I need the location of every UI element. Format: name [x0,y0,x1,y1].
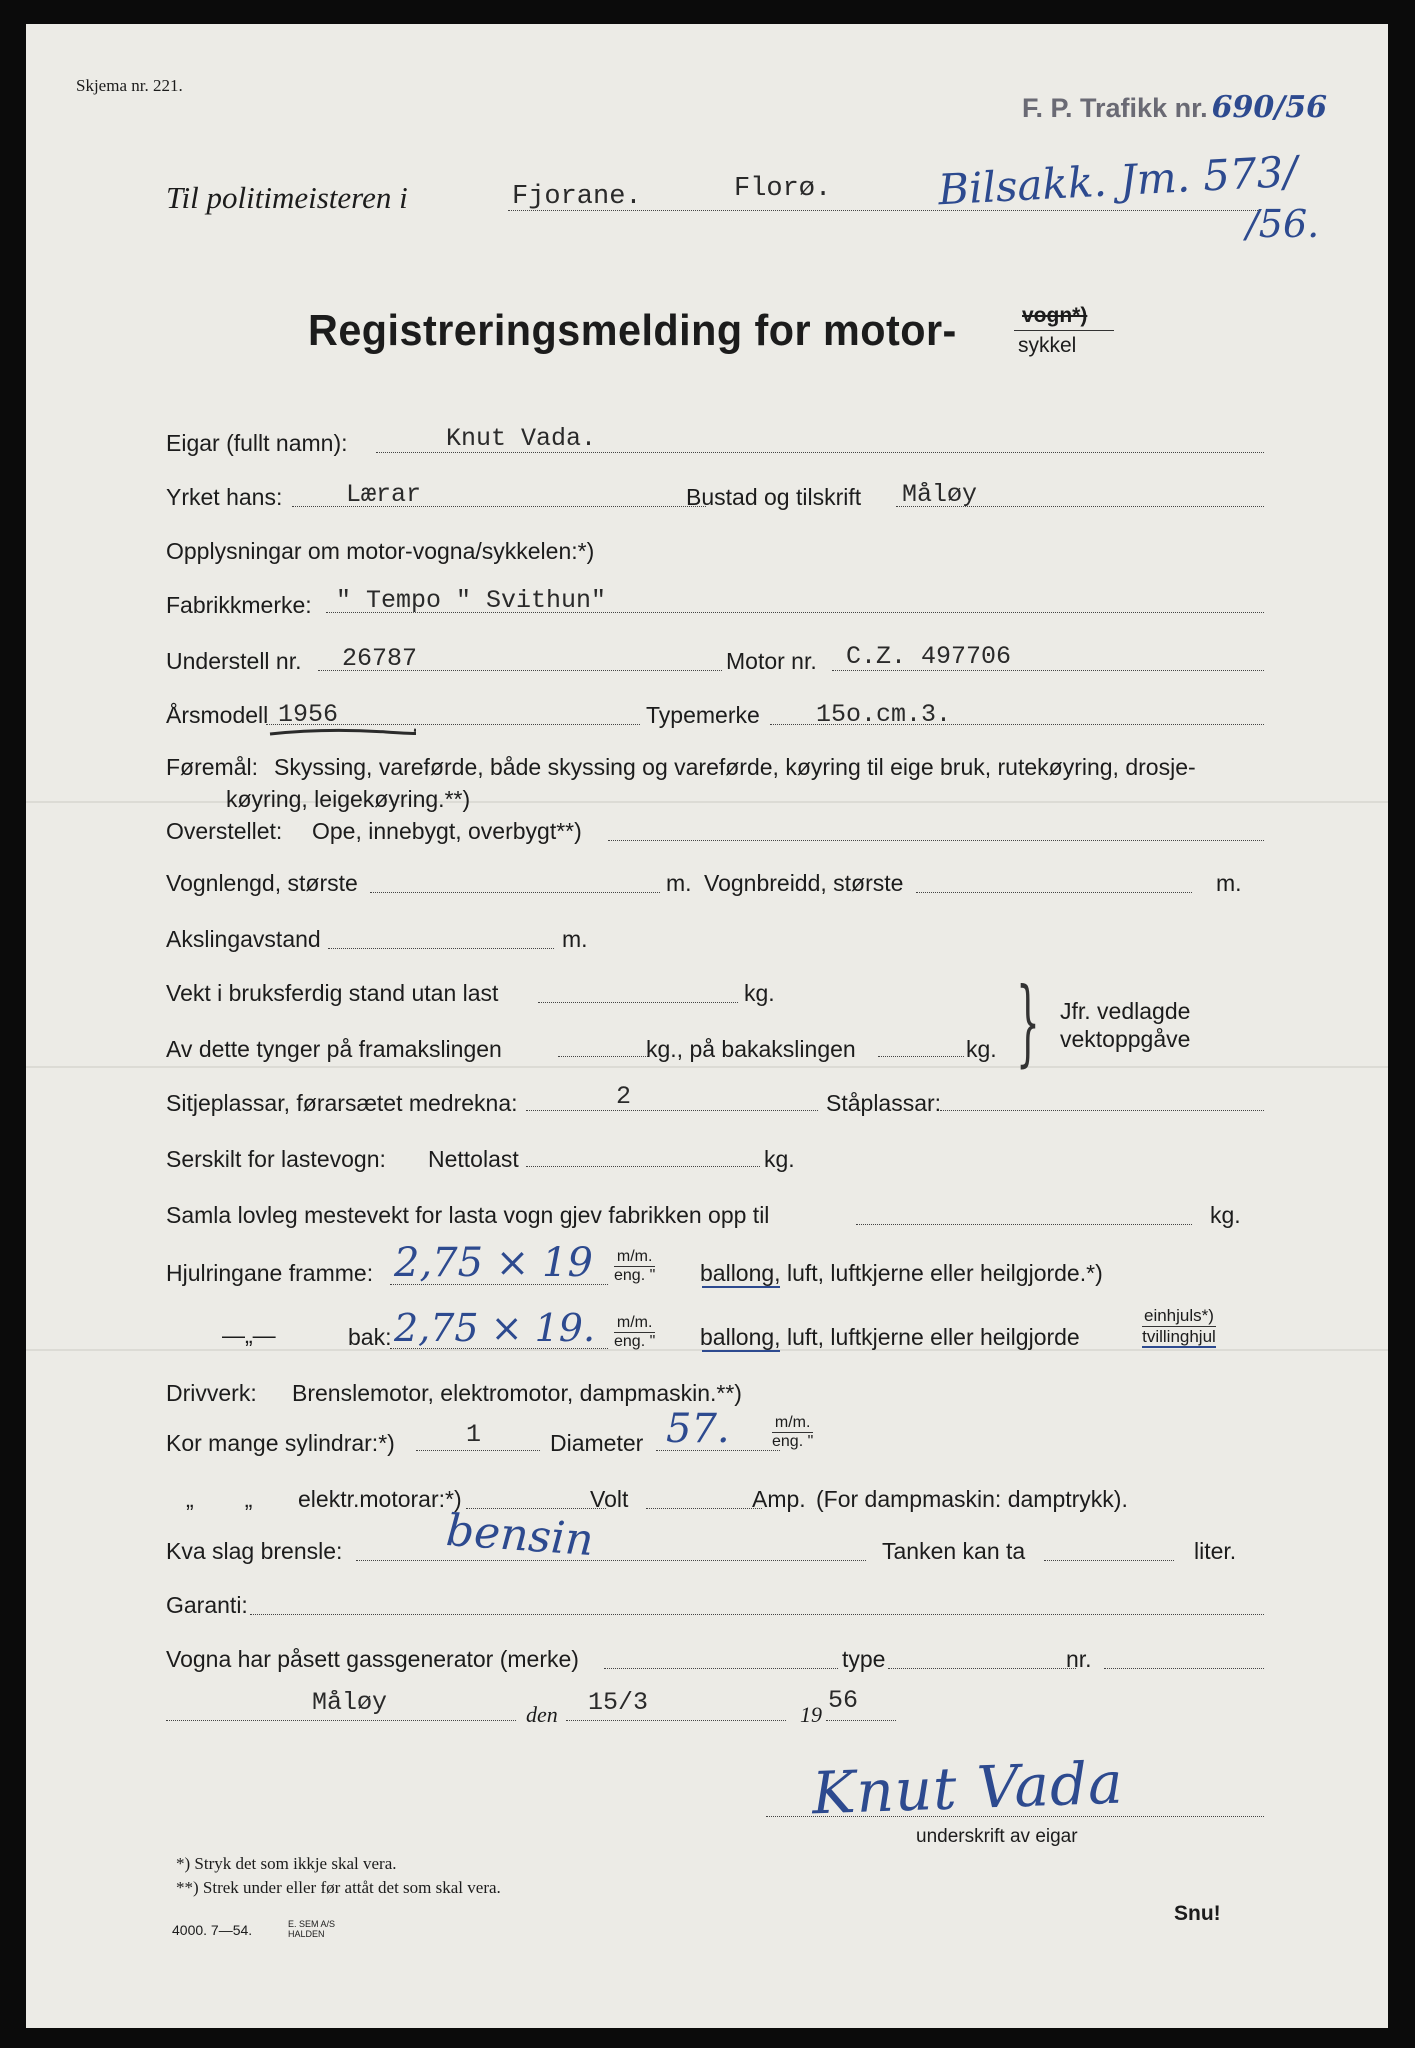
wheel-twin: tvillinghjul [1142,1326,1216,1346]
year-underline-mark [266,724,416,744]
unit-eng: eng. " [614,1333,656,1351]
gas-type-label: type [842,1646,886,1672]
length-unit: m. [666,870,692,896]
gas-generator-label: Vogna har påsett gassgenerator (merke) [166,1646,579,1672]
max-weight-unit: kg. [1210,1202,1241,1228]
year-value: 1956 [278,700,339,729]
addressee-place: Florø. [734,174,832,204]
title-struck-option: vogn*) [1022,304,1088,327]
form-title: Registreringsmelding for motor- [308,306,957,355]
addressee-label: Til politimeisteren i [166,180,408,215]
cargo-unit: kg. [764,1146,795,1172]
cargo-label: Serskilt for lastevogn: [166,1146,386,1172]
drive-options: Brenslemotor, elektromotor, dampmaskin.**) [292,1380,742,1406]
purpose-options: Skyssing, vareførde, både skyssing og vareførde, køyring til eige bruk, rutekøyring, drosje- [274,754,1196,780]
form-number: Skjema nr. 221. [76,76,183,95]
diameter-label: Diameter [550,1430,644,1456]
weight-label: Vekt i bruksferdig stand utan last [166,980,499,1006]
unit-mm: m/m. [614,1248,655,1267]
max-weight-label: Samla lovleg mestevekt for lasta vogn gjev fabrikken opp til [166,1202,770,1228]
residence-value: Måløy [902,480,978,509]
seats-value: 2 [616,1082,632,1111]
gas-nr-label: nr. [1066,1646,1092,1672]
rear-tyre-options: ballong, luft, luftkjerne eller heilgjorde [700,1324,1080,1350]
year-suffix: 56 [828,1686,859,1715]
owner-value: Knut Vada. [446,424,597,453]
volt-label: Volt [590,1486,629,1512]
wheel-single: einhjuls*) [1144,1306,1214,1325]
signing-date: 15/3 [588,1688,649,1717]
occupation-value: Lærar [346,480,422,509]
tank-label: Tanken kan ta [882,1538,1026,1564]
axle-load-mid: kg., på bakakslingen [646,1036,856,1062]
rear-wheels-label: bak: [348,1324,392,1350]
unit-mm: m/m. [772,1414,813,1433]
length-label: Vognlengd, største [166,870,358,896]
footnote-1: *) Stryk det som ikkje skal vera. [176,1854,397,1873]
rear-wheels-unit [614,1314,655,1352]
make-value: " Tempo " Svithun" [336,586,607,615]
body-label: Overstellet: [166,818,283,844]
owner-signature: Knut Vada [810,1748,1125,1828]
cylinders-value: 1 [466,1420,482,1449]
body-options: Ope, innebygt, overbygt**) [312,818,582,844]
printer-city: HALDEN [288,1929,325,1939]
front-wheels-value: 2,75 × 19 [394,1240,593,1286]
occupation-label: Yrket hans: [166,484,283,510]
seats-label: Sitjeplassar, førarsætet medrekna: [166,1090,518,1116]
ballong-underline-mark [702,1286,780,1288]
width-unit: m. [1216,870,1242,896]
print-code: 4000. 7—54. [172,1922,253,1938]
journal-note-year: /56. [1246,202,1320,246]
wheel-config [1142,1306,1216,1346]
tank-unit: liter. [1194,1538,1237,1564]
residence-label: Bustad og tilskrift [686,484,862,510]
unit-eng: eng. " [614,1267,656,1285]
type-value: 15o.cm.3. [816,700,952,729]
chassis-value: 26787 [342,644,418,673]
front-wheels-label: Hjulringane framme: [166,1260,374,1286]
axle-load-label: Av dette tynger på framakslingen [166,1036,502,1062]
cargo-sub-label: Nettolast [428,1146,519,1172]
journal-note: Bilsakk. Jm. 573/ [936,146,1299,215]
traffic-stamp [1022,90,1327,125]
date-den-label: den [526,1702,558,1727]
diameter-unit [772,1414,813,1452]
engine-label: Motor nr. [726,648,817,674]
axle-unit: m. [562,926,588,952]
width-label: Vognbreidd, største [704,870,904,896]
type-label: Typemerke [646,702,760,728]
rear-wheels-value: 2,75 × 19. [394,1306,596,1350]
make-label: Fabrikkmerke: [166,592,312,618]
unit-mm: m/m. [614,1314,655,1333]
weight-brace: } [1015,968,1040,1077]
diameter-value: 57. [666,1406,730,1452]
addressee-district: Fjorane. [512,182,642,212]
footnote-2: **) Strek under eller før attåt det som skal vera. [176,1878,501,1897]
purpose-options-cont: køyring, leigekøyring.**) [226,786,471,812]
printer-name: E. SEM A/S [288,1919,336,1929]
standing-label: Ståplassar: [826,1090,942,1116]
weight-note-2: vektoppgåve [1060,1026,1191,1052]
front-tyre-options: ballong, luft, luftkjerne eller heilgjorde.*) [700,1260,1103,1286]
steam-note: (For dampmaskin: damptrykk). [816,1486,1128,1512]
front-wheels-unit [614,1248,655,1286]
fuel-value: bensin [444,1504,596,1567]
amp-label: Amp. [752,1486,806,1512]
year-prefix: 19 [800,1702,822,1727]
title-kept-option: sykkel [1018,334,1077,357]
ditto-marks: „ „ [186,1486,253,1512]
drive-label: Drivverk: [166,1380,257,1406]
engine-value: C.Z. 497706 [846,642,1012,671]
owner-label: Eigar (fullt namn): [166,430,348,456]
traffic-number: 690/56 [1211,90,1327,125]
axle-load-unit: kg. [966,1036,997,1062]
unit-eng: eng. " [772,1433,814,1451]
year-label: Årsmodell [166,702,269,728]
chassis-label: Understell nr. [166,648,302,674]
rear-ditto-mark: —„— [222,1322,276,1348]
weight-note-1: Jfr. vedlagde [1060,998,1191,1024]
traffic-stamp-label: F. P. Trafikk nr. [1022,93,1208,123]
turn-over-note: Snu! [1174,1902,1221,1925]
electric-motors-label: elektr.motorar:*) [298,1486,462,1512]
info-heading: Opplysningar om motor-vogna/sykkelen:*) [166,538,595,564]
weight-unit: kg. [744,980,775,1006]
signature-caption: underskrift av eigar [916,1826,1078,1847]
ballong-underline-mark [702,1350,780,1352]
axle-label: Akslingavstand [166,926,321,952]
purpose-label: Føremål: [166,754,258,780]
paper-fold [26,1066,1388,1068]
warranty-label: Garanti: [166,1592,248,1618]
form-sheet [26,24,1388,2028]
fuel-label: Kva slag brensle: [166,1538,343,1564]
cylinders-label: Kor mange sylindrar:*) [166,1430,395,1456]
signing-place: Måløy [312,1688,388,1717]
